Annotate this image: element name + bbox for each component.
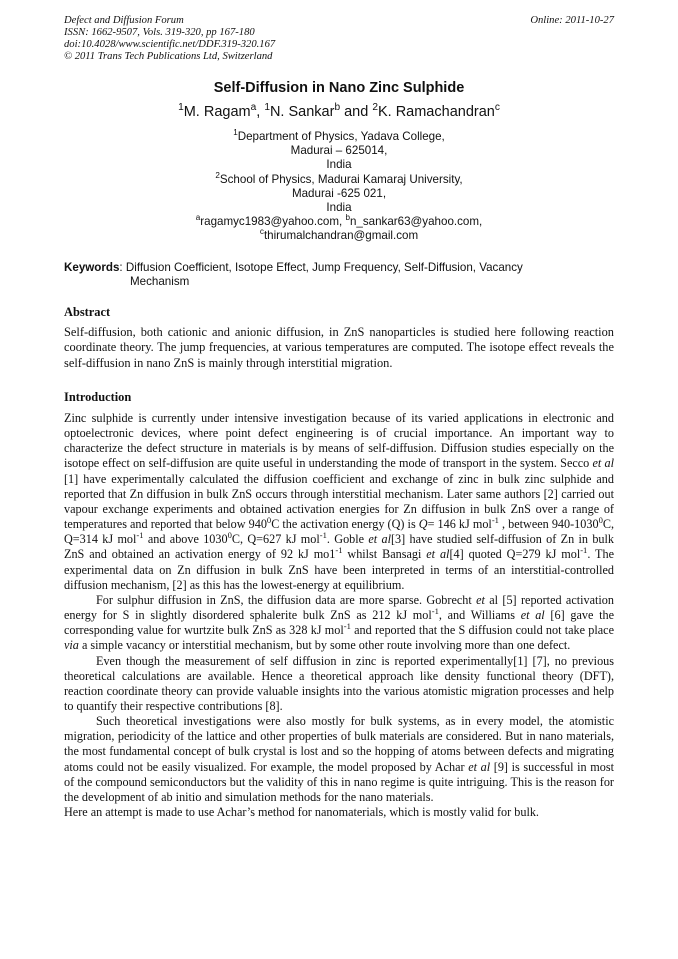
affiliation-line: Madurai – 625014,	[290, 144, 388, 158]
text-run: [1] have experimentally calculated the diffusion coefficient and exchange of zinc in bulk zinc sulphide and reported that Zn diffusion in bulk ZnS occurs through interstitial mechanism. Later same authors [2] carried out vapour exchange experiments and obtained activation energies for Zn diffusion in bulk ZnS over a range of temperatures and reported that below 940	[64, 471, 614, 532]
text-run: . Goble	[326, 532, 369, 547]
superscript: 0	[266, 515, 272, 526]
text-run: Zinc sulphide is currently under intensive investigation because of its varied applications in electronic and optoelectronic devices, where point defect engineering is of crucial importance. An important way to characterize the defect structure in materials is by means of self-diffusion. Diffusion studies especially on the isotope effect on self-diffusion are quite useful in understanding the mode of transport in the system. Secco	[64, 411, 614, 471]
journal-doi: doi:10.4028/www.scientific.net/DDF.319-320.167	[64, 39, 276, 50]
keywords-label: Keywords	[64, 261, 120, 274]
author-affil-sup: 2	[372, 102, 378, 114]
intro-paragraph-4	[64, 714, 614, 805]
text-run: C the activation energy (Q) is	[271, 517, 419, 532]
superscript: -1	[491, 515, 499, 526]
text-run: [4] quoted Q=279 kJ mol	[449, 547, 581, 562]
superscript: -1	[319, 530, 327, 541]
affiliation-line: India	[326, 201, 352, 215]
author-affil-sup: 1	[264, 102, 270, 114]
email-link[interactable]: ragamyc1983@yahoo.com,	[200, 215, 346, 229]
intro-paragraph-1	[64, 411, 614, 593]
affiliation-sup: 1	[233, 128, 238, 138]
text-run: . The experimental data on Zn diffusion in bulk ZnS have been interpreted in terms of an interstitial-controlled diffusion mechanism, [2] as this has the lowest-energy at equilibrium.	[64, 547, 615, 592]
affiliation-line	[64, 170, 614, 187]
text-run: et al	[520, 608, 545, 623]
text-run: For sulphur diffusion in ZnS, the diffusion data are more sparse. Gobrecht	[96, 592, 477, 607]
keywords-block	[64, 261, 614, 290]
superscript: 0	[598, 515, 603, 526]
text-run: et al	[368, 532, 391, 547]
text-run: and above 1030	[143, 532, 228, 547]
text-run: C, Q=314 kJ mol	[64, 517, 615, 547]
author-separator: and	[340, 104, 373, 120]
introduction-heading: Introduction	[64, 390, 132, 404]
journal-header	[64, 15, 614, 63]
email-sup: c	[259, 227, 264, 237]
affiliations	[64, 130, 614, 244]
abstract-heading: Abstract	[64, 305, 111, 319]
affiliation-line	[64, 130, 614, 144]
email-line	[64, 215, 614, 229]
text-run: whilst Bansagi	[342, 547, 427, 562]
superscript: -1	[431, 605, 439, 616]
superscript: -1	[335, 545, 343, 556]
online-date: Online: 2011-10-27	[530, 15, 614, 26]
superscript: -1	[136, 530, 144, 541]
text-run: , and Williams	[438, 608, 521, 623]
journal-name: Defect and Diffusion Forum	[64, 15, 184, 26]
affiliation-text: School of Physics, Madurai Kamaraj University,	[219, 172, 463, 186]
author-email-sup: b	[334, 102, 341, 114]
abstract-text: Self-diffusion, both cationic and anionic diffusion, in ZnS nanoparticles is studied here following reaction coordinate theory. The jump frequencies, at various temperatures are computed. The isotope effect reveals the self-diffusion in nano ZnS is mainly through interstitial migration.	[64, 325, 614, 370]
intro-paragraph-2	[64, 593, 614, 654]
affiliation-line: India	[326, 158, 352, 172]
text-run: via	[64, 638, 79, 653]
intro-paragraph-5: Here an attempt is made to use Achar’s method for nanomaterials, which is mostly valid for bulk.	[64, 805, 539, 820]
author-name: N. Sankar	[269, 104, 335, 120]
text-run: C, Q=627 kJ mol	[231, 532, 320, 547]
text-run: = 146 kJ mol	[427, 517, 492, 532]
email-sup: b	[345, 213, 350, 223]
keywords-line	[64, 261, 614, 275]
superscript: 0	[227, 530, 232, 541]
text-run: a simple vacancy or interstitial mechanism, but by some other route involving more than one defect.	[78, 638, 571, 653]
email-line	[64, 229, 614, 243]
text-run: [6] gave the corresponding value for wurtzite bulk ZnS as 328 kJ mol	[64, 608, 614, 638]
text-run: [9] is successful in most of the compound semiconductors but the validity of this in nano regime is quite intriguing. This is the reason for the development of ab initio and simulation methods for the nano materials.	[64, 759, 614, 804]
email-link[interactable]: thirumalchandran@gmail.com	[263, 229, 419, 243]
introduction-body	[64, 411, 614, 820]
superscript: -1	[580, 545, 588, 556]
text-run: et al	[426, 547, 450, 562]
email-link[interactable]: n_sankar63@yahoo.com,	[349, 215, 483, 229]
intro-paragraph-3: Even though the measurement of self diffusion in zinc is reported experimentally[1] [7], no previous theoretical calculations are available. Hence a theoretical approach like density functional theory (DFT), reaction coordinate theory can provide valuable insights into the various atomistic migration processes and help to quantify their respective contributions [8].	[64, 653, 614, 713]
keywords-text: : Diffusion Coefficient, Isotope Effect, Jump Frequency, Self-Diffusion, Vacancy	[119, 261, 523, 274]
text-run: et al	[592, 456, 614, 471]
author-separator: ,	[256, 104, 265, 120]
text-run: Such theoretical investigations were also mostly for bulk systems, as in every model, the atomistic migration, periodicity of the lattice and other properties of bulk materials are considered. But in nano materials, the most fundamental concept of bulk crystal is lost and so the hopping of atoms between defects and migrating atoms could not be easily visualized. For example, the model proposed by Achar	[64, 714, 614, 774]
author-name: K. Ramachandran	[377, 104, 495, 120]
affiliation-line: Madurai -625 021,	[291, 186, 387, 200]
author-list	[64, 104, 614, 120]
email-sup: a	[195, 213, 201, 223]
superscript: -1	[343, 621, 351, 632]
author-email-sup: a	[250, 102, 257, 114]
text-run: , between 940-1030	[498, 517, 599, 532]
author-affil-sup: 1	[178, 102, 184, 114]
text-run: al [5] reported activation energy for S in slightly disordered sphalerite bulk ZnS as 212 kJ mol	[64, 592, 614, 623]
text-run: et al	[468, 759, 491, 774]
journal-copyright: © 2011 Trans Tech Publications Ltd, Switzerland	[64, 51, 273, 62]
text-run: Q	[418, 517, 428, 532]
text-run: [3] have studied self-diffusion of Zn in bulk ZnS and obtained an activation energy of 92 kJ mo1	[64, 532, 614, 562]
paper-title: Self-Diffusion in Nano Zinc Sulphide	[213, 80, 465, 96]
text-run: et	[476, 592, 485, 607]
author-email-sup: c	[494, 102, 500, 114]
author-name: M. Ragam	[183, 104, 251, 120]
affiliation-sup: 2	[215, 170, 220, 180]
text-run: and reported that the S diffusion could not take place	[350, 623, 615, 638]
affiliation-text: Department of Physics, Yadava College,	[237, 130, 445, 143]
keywords-line: Mechanism	[130, 275, 190, 289]
journal-issn: ISSN: 1662-9507, Vols. 319-320, pp 167-180	[64, 27, 255, 38]
